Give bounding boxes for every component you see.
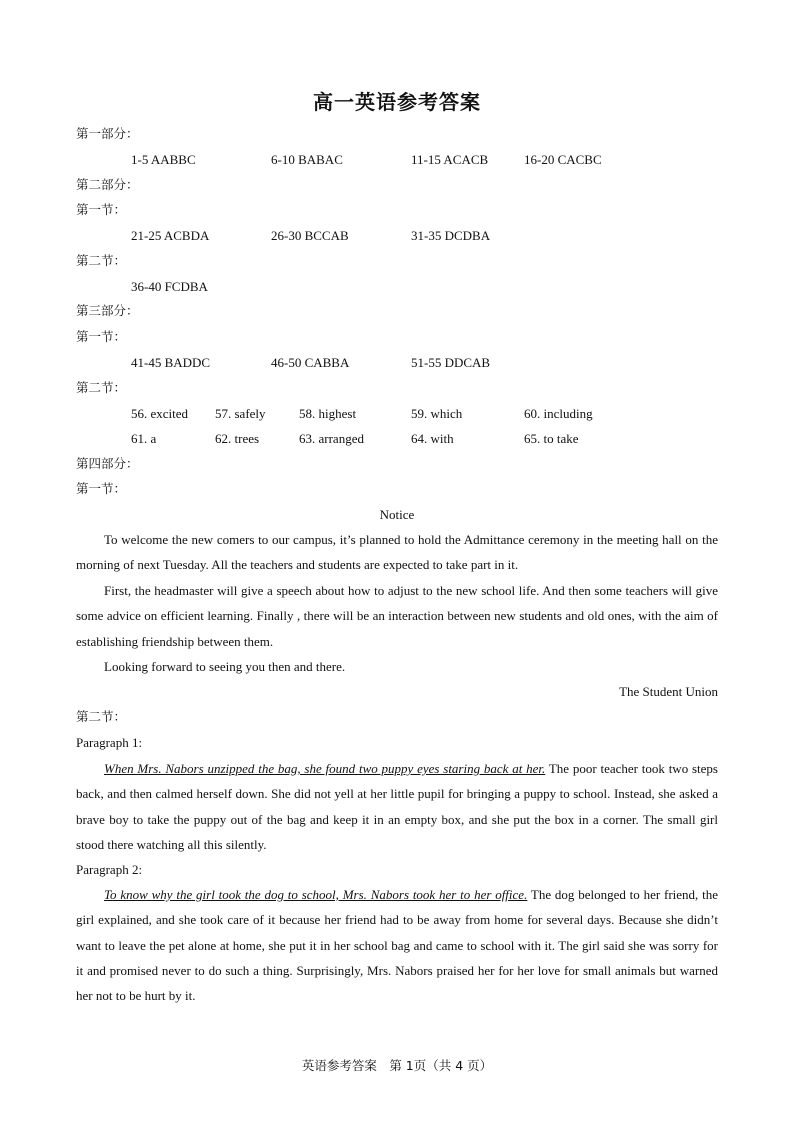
part2-section2-label: 第二节： (76, 253, 127, 268)
paragraph2-lead-sentence: To know why the girl took the dog to school, Mrs. Nabors took her to her office. (104, 887, 528, 902)
page-title: 高一英语参考答案 (313, 90, 481, 114)
notice-paragraph: Looking forward to seeing you then and there. (104, 659, 346, 674)
answer-group: 16-20 CACBC (524, 152, 602, 167)
answer-group: 46-50 CABBA (271, 355, 350, 370)
paragraph1-text (76, 756, 718, 857)
cloze-answer: 61. a (131, 431, 157, 446)
notice-signature: The Student Union (619, 684, 718, 699)
answer-group: 31-35 DCDBA (411, 228, 491, 243)
cloze-answer: 60. including (524, 406, 593, 421)
cloze-answer: 58. highest (299, 406, 357, 421)
cloze-answer: 64. with (411, 431, 454, 446)
cloze-answer: 65. to take (524, 431, 579, 446)
page-footer: 英语参考答案 第 1页（共 4 页） (301, 1058, 493, 1073)
part1-label: 第一部分： (76, 126, 139, 141)
part3-label: 第三部分： (76, 303, 139, 318)
cloze-answer: 59. which (411, 406, 463, 421)
paragraph2-body: The dog belonged to her friend, the girl explained, and she took care of it because her friend had to be away from home for several days. Because she didn’t want to leave the pet alone at home, she put it in her school bag and came to school with it. The girl said she was sorry for it and promised never to do such a thing. Surprisingly, Mrs. Nabors praised her for her love for small animals but warned her not to be hurt by it. (76, 887, 718, 1004)
notice-title: Notice (379, 507, 415, 522)
cloze-answer: 62. trees (215, 431, 260, 446)
paragraph2-label: Paragraph 2: (76, 862, 143, 877)
cloze-answer: 63. arranged (299, 431, 364, 446)
part4-label: 第四部分： (76, 456, 139, 471)
paragraph1-label: Paragraph 1: (76, 735, 143, 750)
part3-section2-label: 第二节： (76, 380, 127, 395)
part4-section1-label: 第一节： (76, 481, 127, 496)
cloze-answer: 56. excited (131, 406, 189, 421)
answer-group: 21-25 ACBDA (131, 228, 210, 243)
answer-group: 6-10 BABAC (271, 152, 343, 167)
part3-section1-label: 第一节： (76, 329, 127, 344)
paragraph1-lead-sentence: When Mrs. Nabors unzipped the bag, she found two puppy eyes staring back at her. (104, 761, 546, 776)
paragraph2-text (76, 882, 718, 1008)
part2-section1-label: 第一节： (76, 202, 127, 217)
paragraph1-body: The poor teacher took two steps back, and then calmed herself down. She did not yell at her little pupil for bringing a puppy to school. Instead, she asked a brave boy to take the puppy out of the bag and keep it in an empty box, and she put the box in a corner. The small girl stood there watching all this silently. (76, 761, 718, 852)
answer-group: 1-5 AABBC (131, 152, 196, 167)
cloze-answer: 57. safely (215, 406, 266, 421)
answer-group: 41-45 BADDC (131, 355, 211, 370)
part4-section2-label: 第二节： (76, 709, 127, 724)
notice-paragraph: To welcome the new comers to our campus, it’s planned to hold the Admittance ceremony in the meeting hall on the morning of next Tuesday. All the teachers and students are expected to take part in it. (76, 532, 718, 573)
answer-group: 11-15 ACACB (411, 152, 489, 167)
notice-paragraph: First, the headmaster will give a speech about how to adjust to the new school life. And then some teachers will give some advice on efficient learning. Finally , there will be an interaction between new students and old ones, with the aim of establishing friendship between them. (76, 583, 718, 649)
part2-label: 第二部分： (76, 177, 139, 192)
answer-group: 26-30 BCCAB (271, 228, 349, 243)
answer-group: 51-55 DDCAB (411, 355, 491, 370)
answer-group: 36-40 FCDBA (131, 279, 208, 294)
